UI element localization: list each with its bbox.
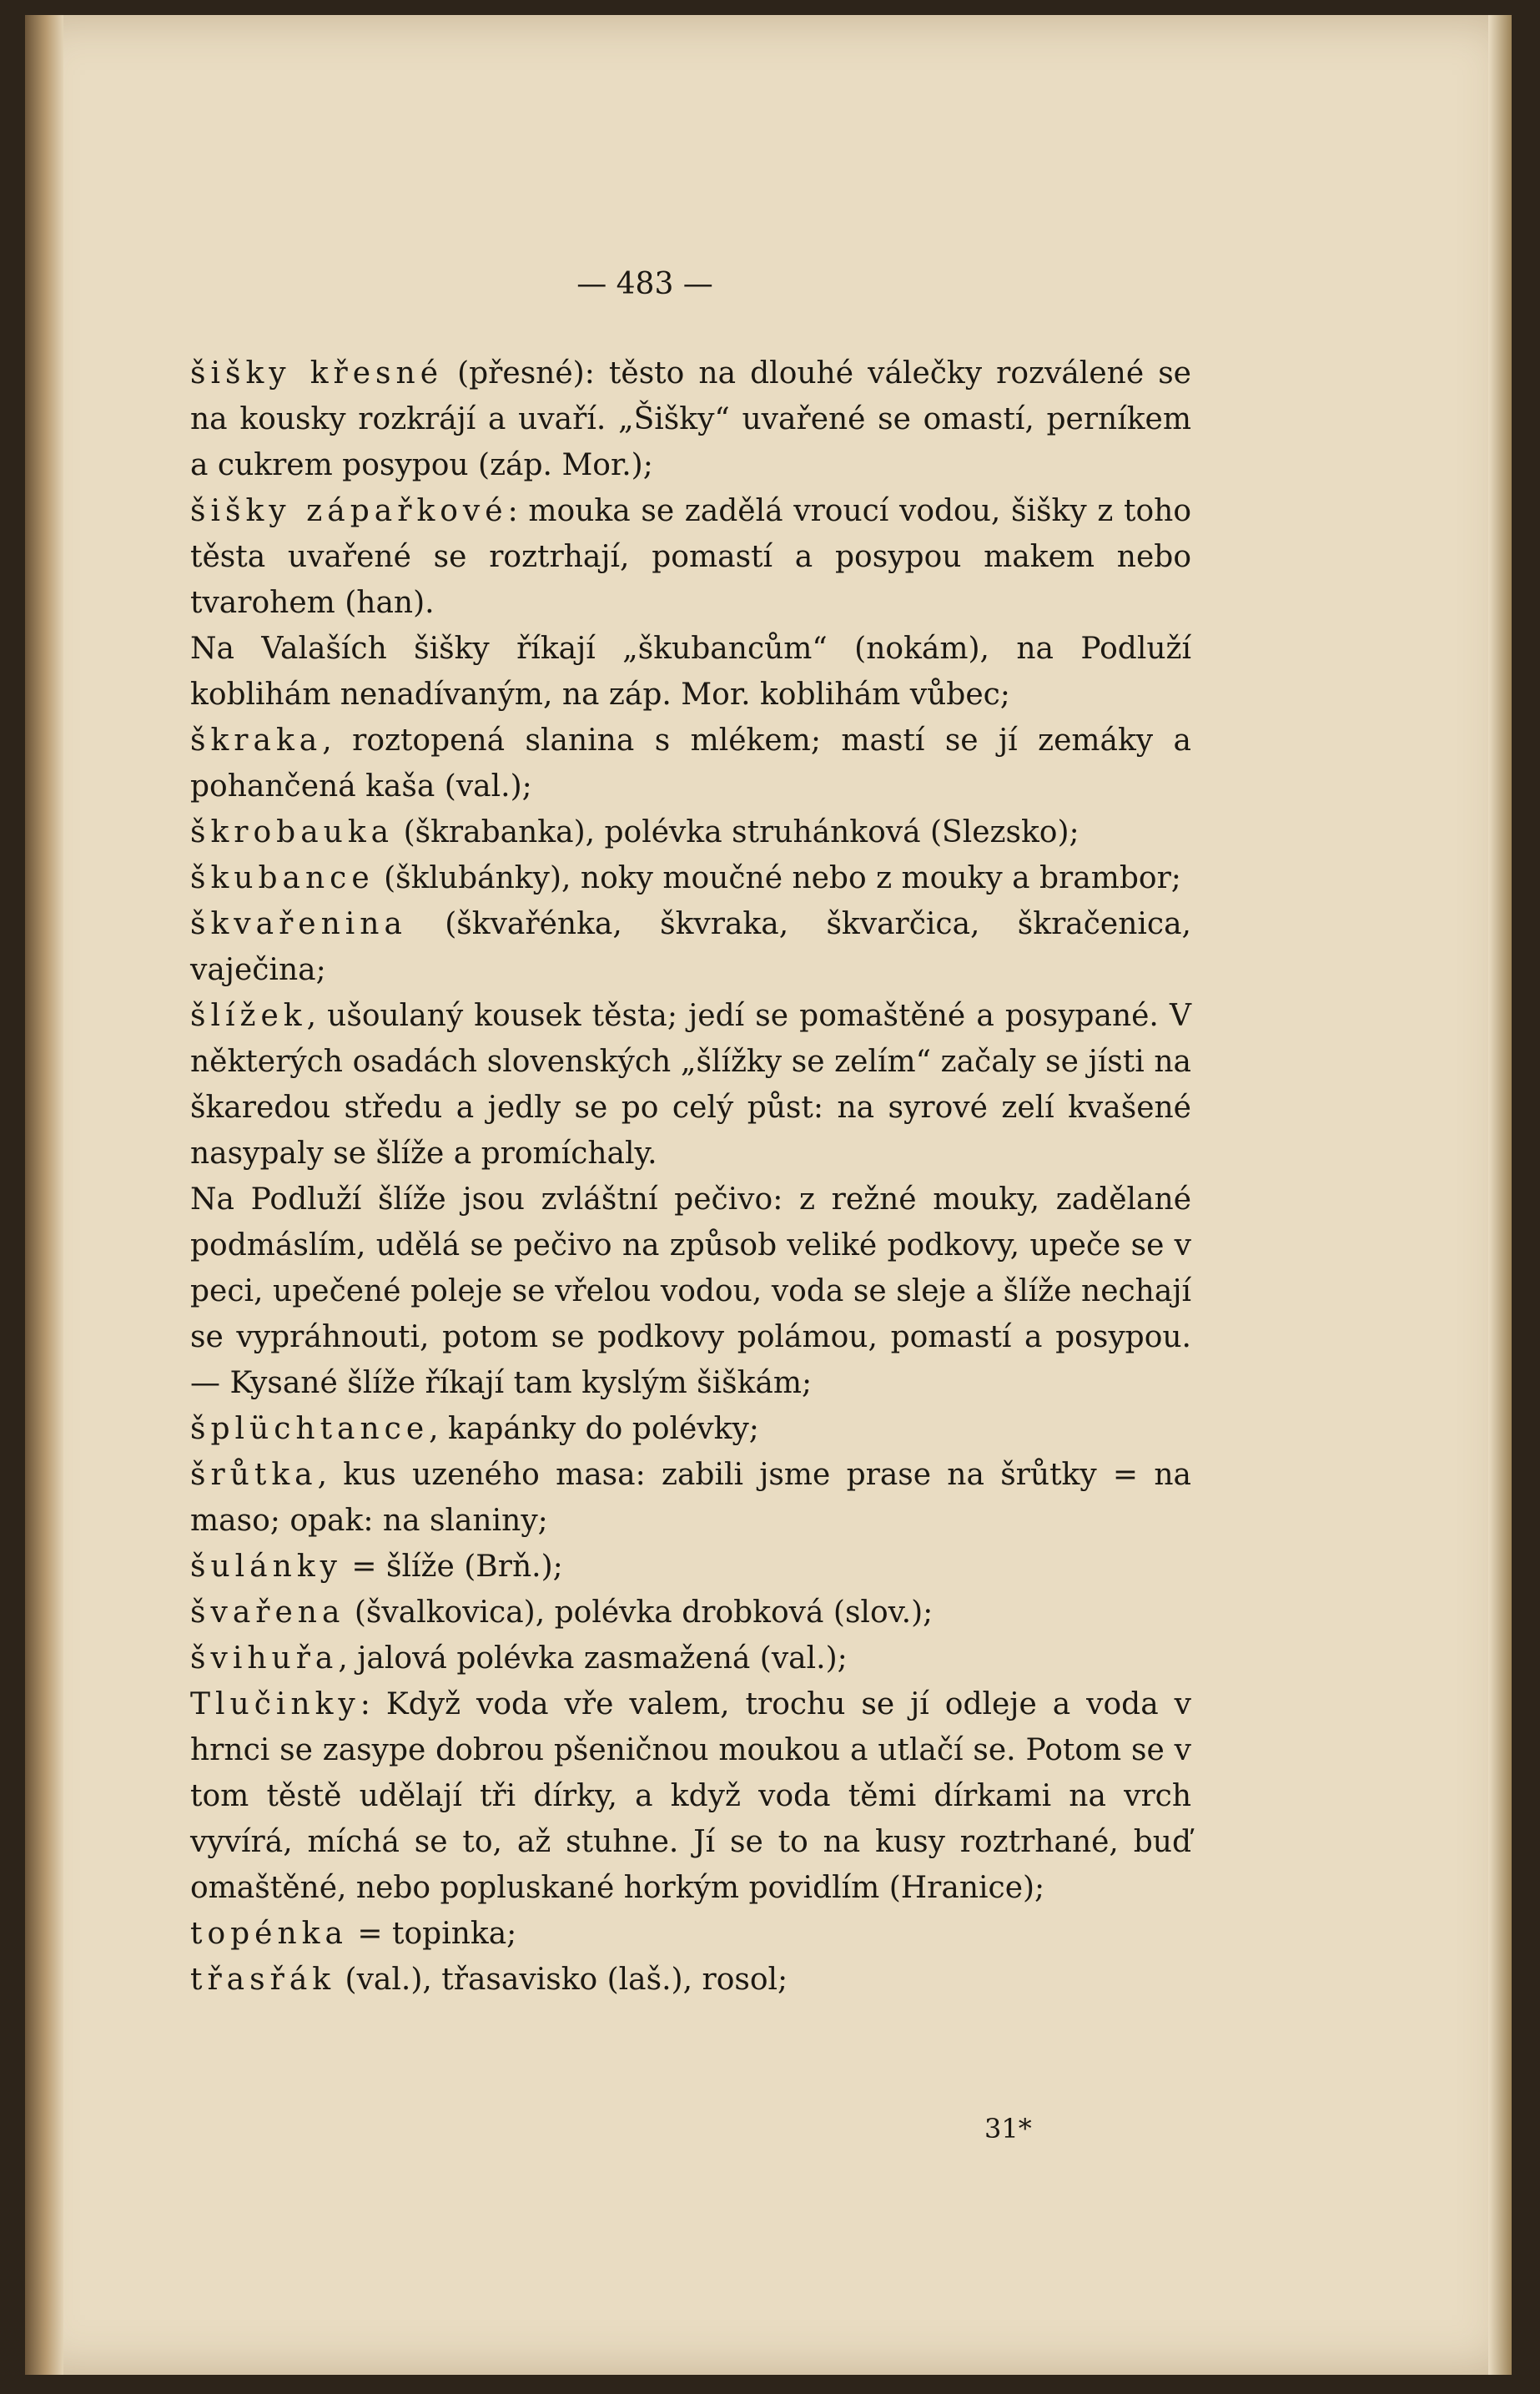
entry-term: šulánky: [190, 1550, 342, 1584]
entry-term: třasřák: [190, 1963, 336, 1997]
entry-term: škraka: [190, 723, 323, 758]
page-edge-shadow: [1488, 15, 1512, 2375]
entry-term: švařena: [190, 1595, 345, 1630]
entry: [98, 1406, 1191, 1452]
entry-text: (šklubánky), noky moučné nebo z mouky a brambor;: [374, 861, 1181, 895]
entry: [98, 488, 1191, 626]
entry-text: , roztopená slanina s mlékem; mastí se jí zemáky a pohančená kaša (val.);: [190, 723, 1191, 804]
entry-text: : Když voda vře valem, trochu se jí odleje a voda v hrnci se zasype dobrou pšeničnou moukou a utlačí se. Potom se v tom těstě udělají tři dírky, a když voda těmi dírkami na vrch vyvírá, míchá se to, až stuhne. Jí se to na kusy roztrhané, buď omaštěné, nebo popluskané horkým povidlím (Hranice);: [190, 1687, 1191, 1905]
entry-text: , jalová polévka zasmažená (val.);: [338, 1641, 848, 1676]
entry-text: (švalkovica), polévka drobková (slov.);: [345, 1595, 934, 1630]
entry: [98, 993, 1191, 1177]
entry-term: šplüchtance: [190, 1412, 430, 1446]
entry-term: škvařenina: [190, 907, 407, 941]
entry: [98, 1957, 1191, 2003]
entry-term: šišky zápařkové: [190, 494, 508, 528]
entry: [98, 626, 1191, 718]
entry-term: Tlučinky: [190, 1687, 360, 1721]
entry-term: topénka: [190, 1917, 348, 1951]
entry: [98, 809, 1191, 855]
entry: [98, 1177, 1191, 1406]
entry: [98, 1681, 1191, 1911]
entry-text: = topinka;: [347, 1917, 517, 1951]
entry: [98, 350, 1191, 488]
entry-text: Na Valaších šišky říkají „škubancům“ (nokám), na Podluží koblihám nenadívaným, na záp. Mor. koblihám vůbec;: [190, 632, 1191, 712]
entry: [98, 1911, 1191, 1957]
entry-text: (škvařénka, škvraka, škvarčica, škračenica, vaječina;: [190, 907, 1191, 987]
entry-term: šrůtka: [190, 1458, 318, 1492]
entry-term: škrobauka: [190, 815, 395, 849]
entry-text: (přesné): těsto na dlouhé válečky rozválené se na kousky rozkrájí a uvaří. „Šišky“ uvařené se omastí, perníkem a cukrem posypou (záp. Mor.);: [190, 356, 1191, 482]
entry: [98, 855, 1191, 901]
entry: [98, 1544, 1191, 1590]
entry-text: , kus uzeného masa: zabili jsme prase na šrůtky = na maso; opak: na slaniny;: [190, 1458, 1191, 1538]
entry-text: , kapánky do polévky;: [429, 1412, 759, 1446]
entry: [98, 1452, 1191, 1544]
entry-text: (škrabanka), polévka struhánková (Slezsko);: [394, 815, 1080, 849]
page-number: — 483 —: [576, 267, 713, 301]
entry-term: škubance: [190, 861, 375, 895]
entry-term: šišky křesné: [190, 356, 443, 391]
entry: [98, 1590, 1191, 1635]
entry: [98, 1635, 1191, 1681]
entry-text: : mouka se zadělá vroucí vodou, šišky z toho těsta uvařené se roztrhají, pomastí a posypou makem nebo tvarohem (han).: [190, 494, 1191, 620]
entry-text: Na Podluží šlíže jsou zvláštní pečivo: z režné mouky, zadělané podmáslím, udělá se pečivo na způsob veliké podkovy, upeče se v peci, upečené poleje se vřelou vodou, voda se sleje a šlíže nechají se vypráhnouti, potom se podkovy polámou, pomastí a posypou. — Kysané šlíže říkají tam kyslým šiškám;: [190, 1182, 1191, 1400]
entry: [98, 718, 1191, 809]
printer-signature: 31*: [984, 2113, 1032, 2145]
entry-text: , ušoulaný kousek těsta; jedí se pomaštěné a posypané. V některých osadách slovenských „šlížky se zelím“ začaly se jísti na škaredou středu a jedly se po celý půst: na syrové zelí kvašené nasypaly se šlíže a promíchaly.: [190, 999, 1191, 1171]
entry-term: šlížek: [190, 999, 307, 1033]
entry-text: = šlíže (Brň.);: [341, 1550, 563, 1584]
entry-text: (val.), třasavisko (laš.), rosol;: [335, 1963, 788, 1997]
book-spine-shadow: [25, 15, 63, 2375]
dictionary-entries: [98, 350, 1191, 2003]
entry: [98, 901, 1191, 993]
entry-term: švihuřa: [190, 1641, 339, 1676]
